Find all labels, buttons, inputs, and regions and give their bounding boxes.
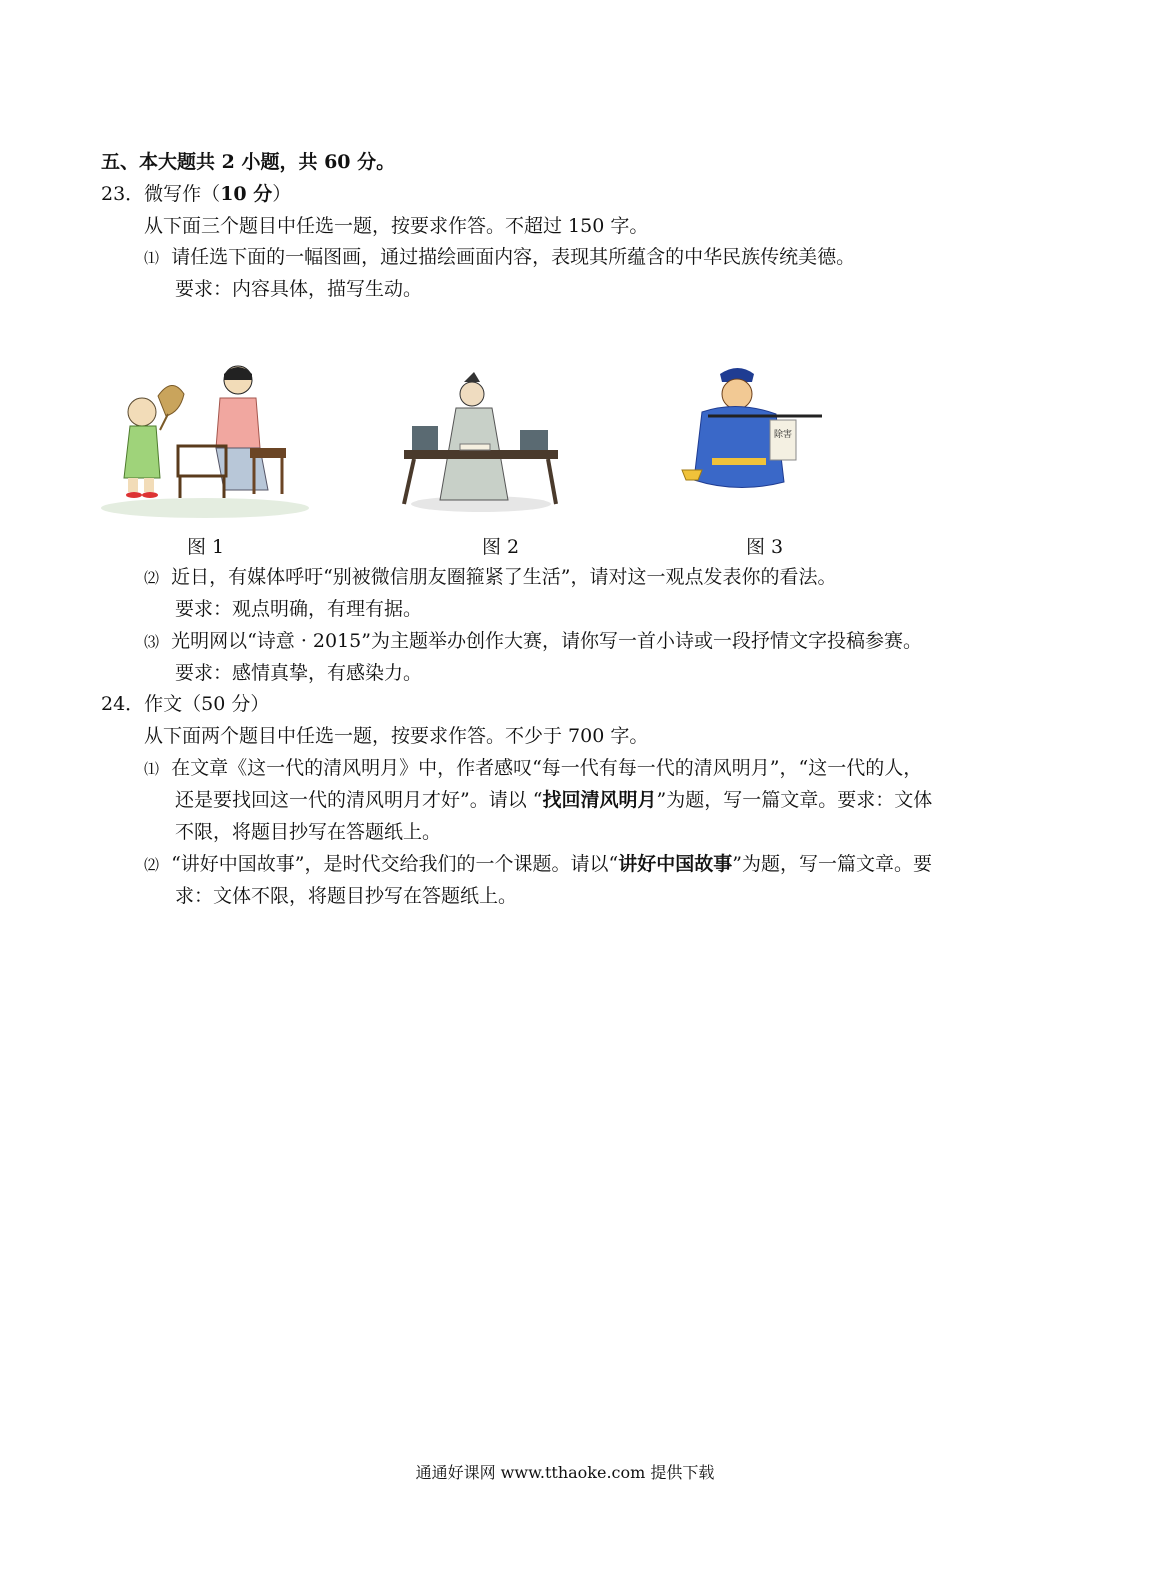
- official-with-scroll-icon: [680, 362, 830, 492]
- q23-title-text: 23．微写作（: [101, 183, 221, 205]
- child-fanning-mother-icon: [100, 360, 310, 520]
- figure-3-caption: 图 3: [746, 536, 784, 558]
- q24-item2-marker: ⑵: [144, 856, 160, 874]
- q24-item2: [144, 852, 932, 877]
- q23-item2-marker: ⑵: [144, 569, 160, 587]
- q24-item2-line1-start: “讲好中国故事”，是时代交给我们的一个课题。请以“: [171, 853, 619, 875]
- page-footer: 通通好课网 www.tthaoke.com 提供下载: [415, 1463, 715, 1482]
- q23-title-end: ）: [272, 183, 292, 205]
- q23-item1-marker: ⑴: [144, 249, 160, 267]
- q23-item3-marker: ⑶: [144, 633, 160, 651]
- q23-item2: [144, 565, 837, 590]
- q23-item3: [144, 629, 922, 654]
- q24-item1-line1: 在文章《这一代的清风明月》中，作者感叹“每一代有每一代的清风明月”，“这一代的人，: [171, 757, 923, 779]
- q24-item1-topic: 找回清风明月: [542, 789, 657, 811]
- q23-title: [101, 182, 291, 206]
- q23-item1-text: 请任选下面的一幅图画，通过描绘画面内容，表现其所蕴含的中华民族传统美德。: [171, 246, 856, 268]
- q24-item2-topic: 讲好中国故事: [618, 853, 733, 875]
- q23-item1-requirement: 要求：内容具体，描写生动。: [175, 278, 423, 300]
- q24-instruction: 从下面两个题目中任选一题，按要求作答。不少于 700 字。: [144, 725, 649, 747]
- q24-item2-line1-end: ”为题，写一篇文章。要: [732, 853, 932, 875]
- figure-1-caption: 图 1: [187, 536, 225, 558]
- q23-item1: [144, 245, 855, 270]
- figure-3-illustration: [680, 362, 830, 492]
- figure-3-scroll-text: 除害: [773, 430, 793, 440]
- q24-title: 24．作文（50 分）: [101, 693, 270, 715]
- q23-item2-requirement: 要求：观点明确，有理有据。: [175, 598, 423, 620]
- q24-item1-line2-start: 还是要找回这一代的清风明月才好”。请以 “: [175, 789, 543, 811]
- q24-item1: [144, 756, 922, 781]
- q23-item3-text: 光明网以“诗意 · 2015”为主题举办创作大赛，请你写一首小诗或一段抒情文字投稿参赛。: [171, 630, 922, 652]
- q23-item3-requirement: 要求：感情真挚，有感染力。: [175, 662, 423, 684]
- q24-item1-line3: 不限，将题目抄写在答题纸上。: [175, 821, 442, 843]
- q23-instruction: 从下面三个题目中任选一题，按要求作答。不超过 150 字。: [144, 215, 649, 237]
- figure-2-illustration: [400, 368, 562, 514]
- figure-2-caption: 图 2: [482, 536, 520, 558]
- q23-score: 10 分: [220, 183, 273, 205]
- q24-item2-line2: 求：文体不限，将题目抄写在答题纸上。: [175, 885, 518, 907]
- q24-item1-line2-end: ”为题，写一篇文章。要求：文体: [656, 789, 933, 811]
- section-heading: 五、本大题共 2 小题，共 60 分。: [101, 151, 396, 173]
- q23-item2-text: 近日，有媒体呼吁“别被微信朋友圈箍紧了生活”，请对这一观点发表你的看法。: [171, 566, 837, 588]
- figure-1-illustration: [100, 360, 310, 520]
- q24-item1-marker: ⑴: [144, 760, 160, 778]
- q24-item1-line2: [175, 788, 932, 812]
- scholar-reading-icon: [400, 368, 562, 514]
